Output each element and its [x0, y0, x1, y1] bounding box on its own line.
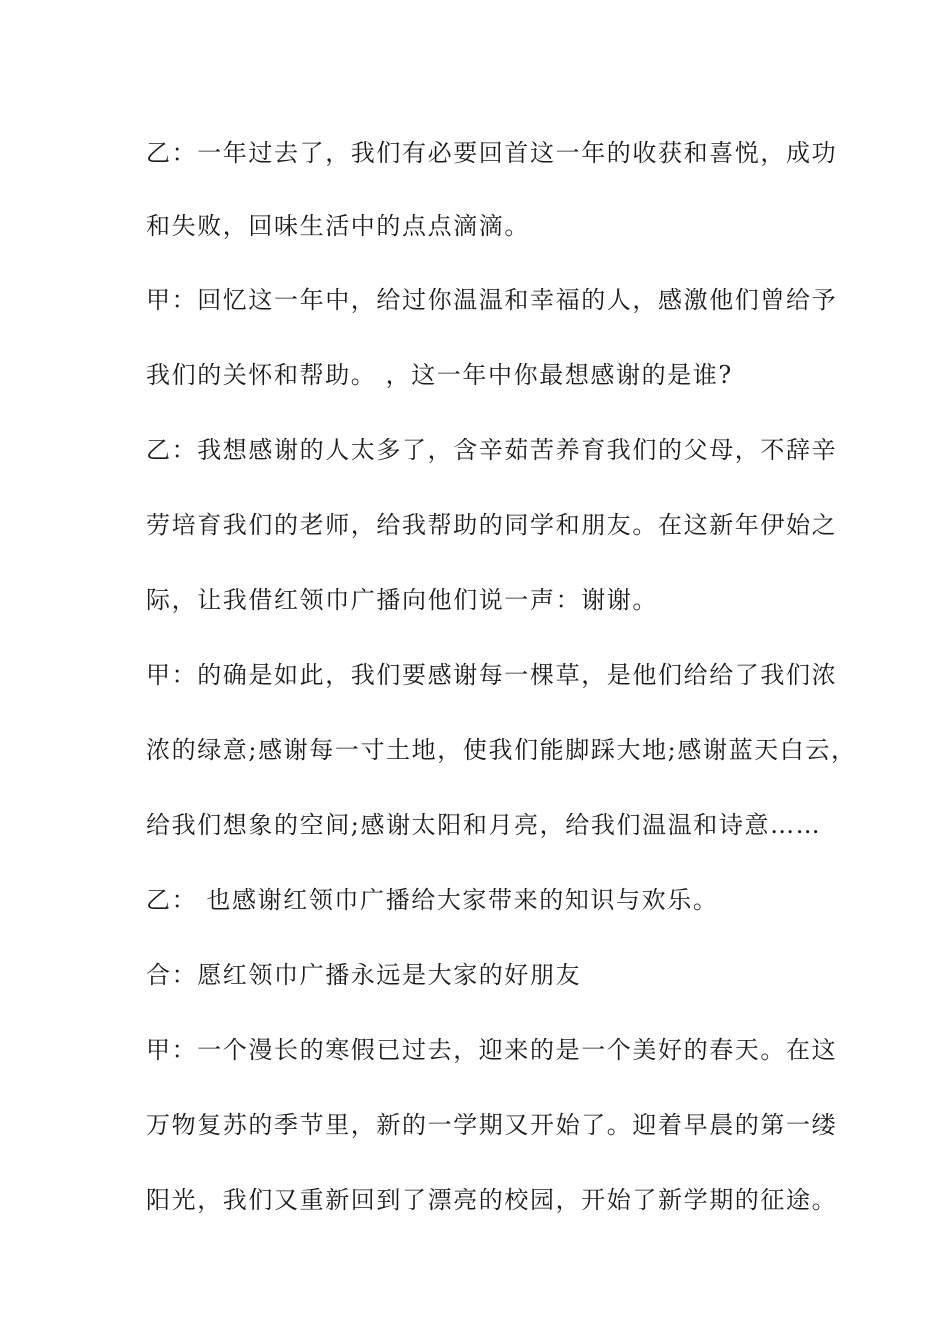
text-line-12: 合：愿红领巾广播永远是大家的好朋友	[146, 961, 582, 989]
text-line-5: 乙：我想感谢的人太多了，含辛茹苦养育我们的父母，不辞辛	[146, 436, 838, 464]
text-line-10: 给我们想象的空间;感谢太阳和月亮，给我们温温和诗意……	[146, 811, 822, 839]
text-line-2: 和失败，回味生活中的点点滴滴。	[146, 212, 530, 240]
text-line-15: 阳光，我们又重新回到了漂亮的校园，开始了新学期的征途。	[146, 1186, 838, 1214]
text-line-6: 劳培育我们的老师，给我帮助的同学和朋友。在这新年伊始之	[146, 511, 838, 539]
text-line-4: 我们的关怀和帮助。 ，这一年中你最想感谢的是谁?	[146, 361, 733, 389]
text-line-11: 乙： 也感谢红领巾广播给大家带来的知识与欢乐。	[146, 886, 719, 914]
text-line-1: 乙：一年过去了，我们有必要回首这一年的收获和喜悦，成功	[146, 139, 838, 167]
text-line-3: 甲：回忆这一年中，给过你温温和幸福的人，感激他们曾给予	[146, 286, 838, 314]
text-line-8: 甲：的确是如此，我们要感谢每一棵草，是他们给给了我们浓	[146, 661, 838, 689]
text-line-13: 甲：一个漫长的寒假已过去，迎来的是一个美好的春天。在这	[146, 1036, 838, 1064]
text-line-14: 万物复苏的季节里，新的一学期又开始了。迎着早晨的第一缕	[146, 1111, 838, 1139]
text-line-7: 际，让我借红领巾广播向他们说一声：谢谢。	[146, 586, 658, 614]
text-line-9: 浓的绿意;感谢每一寸土地，使我们能脚踩大地;感谢蓝天白云，	[146, 736, 857, 764]
